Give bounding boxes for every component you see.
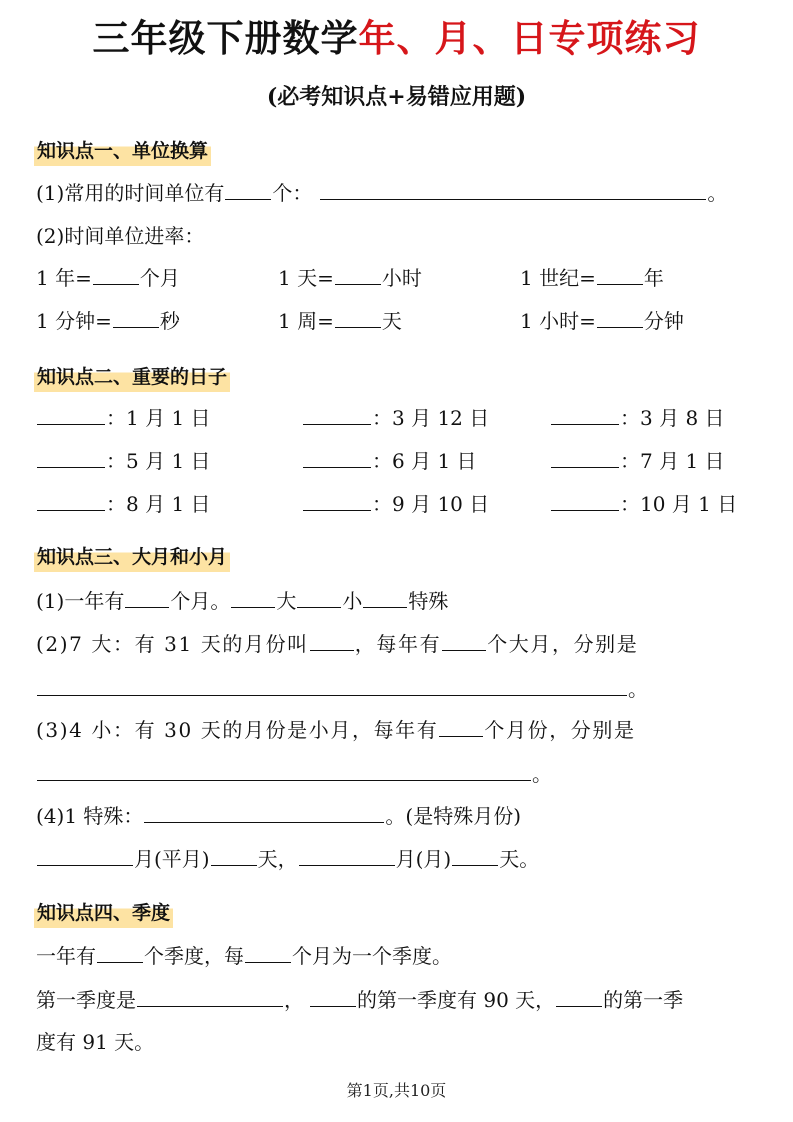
page-footer: 第1页,共10页 — [346, 1081, 447, 1100]
answer-blank[interactable] — [442, 628, 486, 651]
answer-blank[interactable] — [37, 402, 105, 425]
s3-l6-a: (4)1 特殊： — [36, 804, 144, 828]
answer-blank[interactable] — [320, 177, 706, 200]
answer-blank[interactable] — [310, 984, 356, 1007]
conv-item — [36, 305, 180, 336]
answer-blank[interactable] — [439, 714, 483, 737]
title-black: 三年级下册数学 — [92, 17, 359, 60]
section-heading-4: 知识点四、季度 — [34, 898, 173, 928]
conv-label: 1 小时= — [520, 309, 596, 333]
date-item — [36, 488, 211, 519]
answer-blank[interactable] — [299, 843, 395, 866]
s3-line-2 — [36, 628, 638, 659]
answer-blank[interactable] — [137, 984, 283, 1007]
answer-blank[interactable] — [37, 488, 105, 511]
answer-blank[interactable] — [97, 940, 143, 963]
s4-l2-b: ， — [284, 988, 304, 1012]
answer-blank[interactable] — [551, 402, 619, 425]
s4-l1-b: 个季度，每 — [144, 944, 244, 968]
answer-blank[interactable] — [363, 585, 407, 608]
date-item — [302, 445, 477, 476]
answer-blank[interactable] — [113, 305, 159, 328]
answer-blank[interactable] — [335, 262, 381, 285]
answer-blank[interactable] — [297, 585, 341, 608]
answer-blank[interactable] — [551, 488, 619, 511]
answer-blank[interactable] — [93, 262, 139, 285]
answer-blank[interactable] — [310, 628, 354, 651]
s4-line-3: 度有 91 天。 — [36, 1030, 155, 1054]
conv-item — [278, 262, 422, 293]
answer-blank[interactable] — [597, 262, 643, 285]
s3-l1-e: 特殊 — [408, 589, 449, 613]
conv-unit: 年 — [643, 266, 664, 290]
page-subtitle: (必考知识点+易错应用题) — [266, 84, 527, 110]
answer-blank[interactable] — [231, 585, 275, 608]
s4-l1-a: 一年有 — [36, 944, 96, 968]
answer-blank[interactable] — [551, 445, 619, 468]
s3-l7-c: 月(月) — [395, 847, 452, 871]
title-red: 年、月、日专项练习 — [358, 17, 701, 60]
answer-blank[interactable] — [37, 843, 133, 866]
s4-l1-c: 个月为一个季度。 — [292, 944, 452, 968]
s3-l2-a: (2)7 大：有 31 天的月份叫 — [36, 632, 309, 656]
answer-blank[interactable] — [245, 940, 291, 963]
conv-item — [36, 262, 180, 293]
conv-item — [520, 262, 664, 293]
conv-label: 1 天= — [278, 266, 334, 290]
s3-line-4 — [36, 714, 636, 745]
s1-question-1 — [36, 177, 727, 208]
date-text: ：7 月 1 日 — [620, 449, 725, 473]
s3-l7-d: 天。 — [499, 847, 540, 871]
answer-blank[interactable] — [37, 673, 627, 696]
section-heading-3: 知识点三、大月和小月 — [34, 542, 230, 572]
s3-line-6 — [36, 800, 521, 831]
conv-unit: 小时 — [381, 266, 422, 290]
s3-l2-b: ，每年有 — [354, 632, 442, 656]
s4-l2-c: 的第一季度有 90 天， — [357, 988, 556, 1012]
s3-line-5 — [36, 758, 552, 789]
s3-line-1 — [36, 585, 448, 616]
date-text: ：5 月 1 日 — [106, 449, 211, 473]
s3-l6-b: 。(是特殊月份) — [385, 804, 522, 828]
date-item — [302, 488, 489, 519]
s4-l2-d: 的第一季 — [603, 988, 684, 1012]
s3-l1-a: (1)一年有 — [36, 589, 125, 613]
answer-blank[interactable] — [125, 585, 169, 608]
s3-l1-c: 大 — [276, 589, 297, 613]
s3-l4-a: (3)4 小：有 30 天的月份是小月，每年有 — [36, 718, 439, 742]
s4-line-2 — [36, 984, 683, 1015]
conv-item — [278, 305, 402, 336]
s1-q1-end: 。 — [707, 181, 728, 205]
s3-l1-b: 个月。 — [170, 589, 231, 613]
s3-l5-end: 。 — [532, 762, 552, 786]
answer-blank[interactable] — [597, 305, 643, 328]
conv-label: 1 世纪= — [520, 266, 596, 290]
conv-unit: 秒 — [159, 309, 180, 333]
s3-l1-d: 小 — [342, 589, 363, 613]
conv-label: 1 年= — [36, 266, 92, 290]
conv-unit: 个月 — [139, 266, 180, 290]
date-item — [36, 402, 211, 433]
s3-l7-a: 月(平月) — [134, 847, 210, 871]
answer-blank[interactable] — [211, 843, 257, 866]
date-text: ：1 月 1 日 — [106, 406, 211, 430]
conv-item — [520, 305, 684, 336]
answer-blank[interactable] — [556, 984, 602, 1007]
answer-blank[interactable] — [303, 402, 371, 425]
s3-l3-end: 。 — [628, 677, 648, 701]
date-item — [550, 402, 725, 433]
date-text: ：6 月 1 日 — [372, 449, 477, 473]
answer-blank[interactable] — [225, 177, 271, 200]
conv-unit: 天 — [381, 309, 402, 333]
date-text: ：9 月 10 日 — [372, 492, 490, 516]
date-text: ：3 月 12 日 — [372, 406, 490, 430]
date-item — [550, 488, 737, 519]
date-text: ：3 月 8 日 — [620, 406, 725, 430]
section-heading-1: 知识点一、单位换算 — [34, 136, 211, 166]
s1-question-2: (2)时间单位进率： — [36, 224, 205, 248]
answer-blank[interactable] — [144, 800, 384, 823]
conv-label: 1 分钟= — [36, 309, 112, 333]
date-item — [550, 445, 725, 476]
answer-blank[interactable] — [335, 305, 381, 328]
page-title — [0, 14, 793, 64]
section-heading-2: 知识点二、重要的日子 — [34, 362, 230, 392]
answer-blank[interactable] — [37, 758, 531, 781]
date-text: ：8 月 1 日 — [106, 492, 211, 516]
s3-line-3 — [36, 673, 648, 704]
date-text: ：10 月 1 日 — [620, 492, 738, 516]
date-item — [302, 402, 489, 433]
s1-q1-text-a: (1)常用的时间单位有 — [36, 181, 225, 205]
s3-line-7 — [36, 843, 539, 874]
answer-blank[interactable] — [303, 488, 371, 511]
date-item — [36, 445, 211, 476]
answer-blank[interactable] — [37, 445, 105, 468]
s3-l2-c: 个大月，分别是 — [487, 632, 639, 656]
conv-unit: 分钟 — [643, 309, 684, 333]
s4-line-1 — [36, 940, 452, 971]
s1-q1-text-b: 个： — [272, 181, 313, 205]
answer-blank[interactable] — [303, 445, 371, 468]
s4-l2-a: 第一季度是 — [36, 988, 136, 1012]
answer-blank[interactable] — [452, 843, 498, 866]
conv-label: 1 周= — [278, 309, 334, 333]
s3-l4-b: 个月份，分别是 — [484, 718, 636, 742]
s3-l7-b: 天， — [257, 847, 298, 871]
